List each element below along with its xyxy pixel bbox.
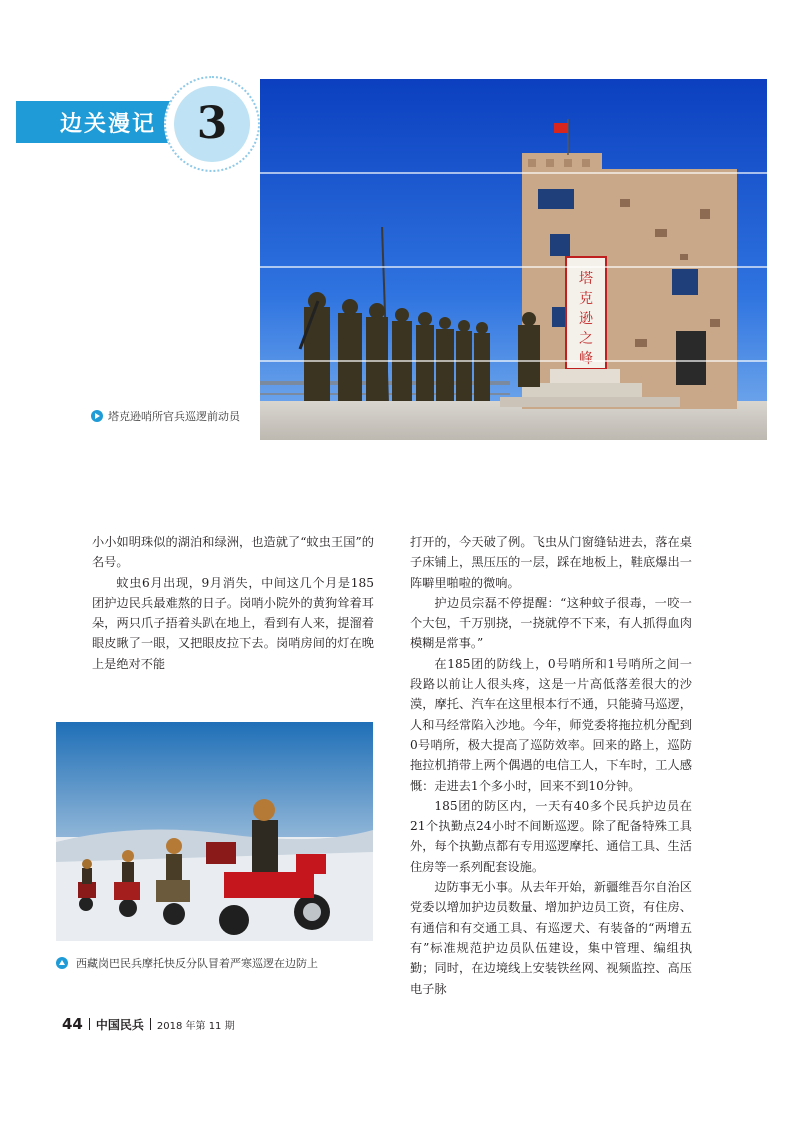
caption-arrow-icon [91,410,103,422]
monument-sign-char-2: 克 [579,291,593,307]
left-paragraph-2: 蚊虫6月出现，9月消失，中间这几个月是185团护边民兵最难熬的日子。岗哨小院外的黄狗耸着耳朵，两只爪子捂着头趴在地上，看到有人来，提溜着眼皮瞅了一眼，又把眼皮拉下去。岗哨房间的灯在晚上是绝对不能 [92,575,374,671]
photo1-caption: 塔克逊哨所官兵巡逻前动员 [108,410,240,423]
right-paragraph-5: 边防事无小事。从去年开始，新疆维吾尔自治区党委以增加护边员数量、增加护边员工资，有住房、有通信和有交通工具、有巡逻犬、有装备的“两增五有”标准规范护边员队伍建设，集中管理、编组执勤；同时，在边境线上安装铁丝网、视频监控、高压电子脉 [410,880,692,996]
right-paragraph-2: 护边员宗磊不停提醒：“这种蚊子很毒，一咬一个大包，千万别挠，一挠就停不下来，有人抓得血肉模糊是常事。” [410,595,692,651]
section-number: 3 [174,86,250,162]
right-paragraph-4: 185团的防区内，一天有40多个民兵护边员在21个执勤点24小时不间断巡逻。除了配备特殊工具外，每个执勤点都有专用巡逻摩托、通信工具、生活住房等一系列配套设施。 [410,798,692,874]
monument-sign-char-4: 之 [579,331,593,347]
photo2-caption: 西藏岗巴民兵摩托快反分队冒着严寒巡逻在边防上 [76,957,318,970]
photo-motorcycle-patrol [56,722,373,941]
section-title: 边关漫记 [60,111,157,137]
outpost-photo-illustration [260,79,767,440]
magazine-name: 中国民兵 [95,1018,144,1032]
left-paragraph-1: 小小如明珠似的湖泊和绿洲，也造就了“蚊虫王国”的名号。 [92,535,374,570]
right-paragraph-1: 打开的，今天破了例。飞虫从门窗缝钻进去，落在桌子床铺上，黑压压的一层，踩在地板上，鞋底爆出一阵噼里啪啦的微响。 [410,535,692,590]
monument-sign-char-5: 峰 [579,351,593,367]
right-column [410,532,692,999]
page-footer [62,1014,235,1033]
left-column [92,532,374,674]
photo-outpost-soldiers [260,79,767,440]
monument-sign-char-1: 塔 [579,271,593,287]
right-paragraph-3: 在185团的防线上，0号哨所和1号哨所之间一段路以前让人很头疼，这是一片高低落差很大的沙漠，摩托、汽车在这里根本行不通，只能骑马巡逻，人和马经常陷入沙地。今年，师党委将拖拉机分配到0号哨所，极大提高了巡防效率。回来的路上，巡防拖拉机捎带上两个偶遇的电信工人，下车时，工人感慨：走进去1个多小时，回来不到10分钟。 [410,656,692,793]
issue-label: 2018 年第 11 期 [156,1021,235,1032]
footer-divider [150,1018,151,1030]
monument-sign-char-3: 逊 [579,311,593,327]
page-number: 44 [62,1015,83,1033]
footer-divider [89,1018,90,1030]
motorcycle-photo-illustration [56,722,373,941]
section-number-badge [164,76,260,172]
caption-up-arrow-icon [56,957,68,969]
